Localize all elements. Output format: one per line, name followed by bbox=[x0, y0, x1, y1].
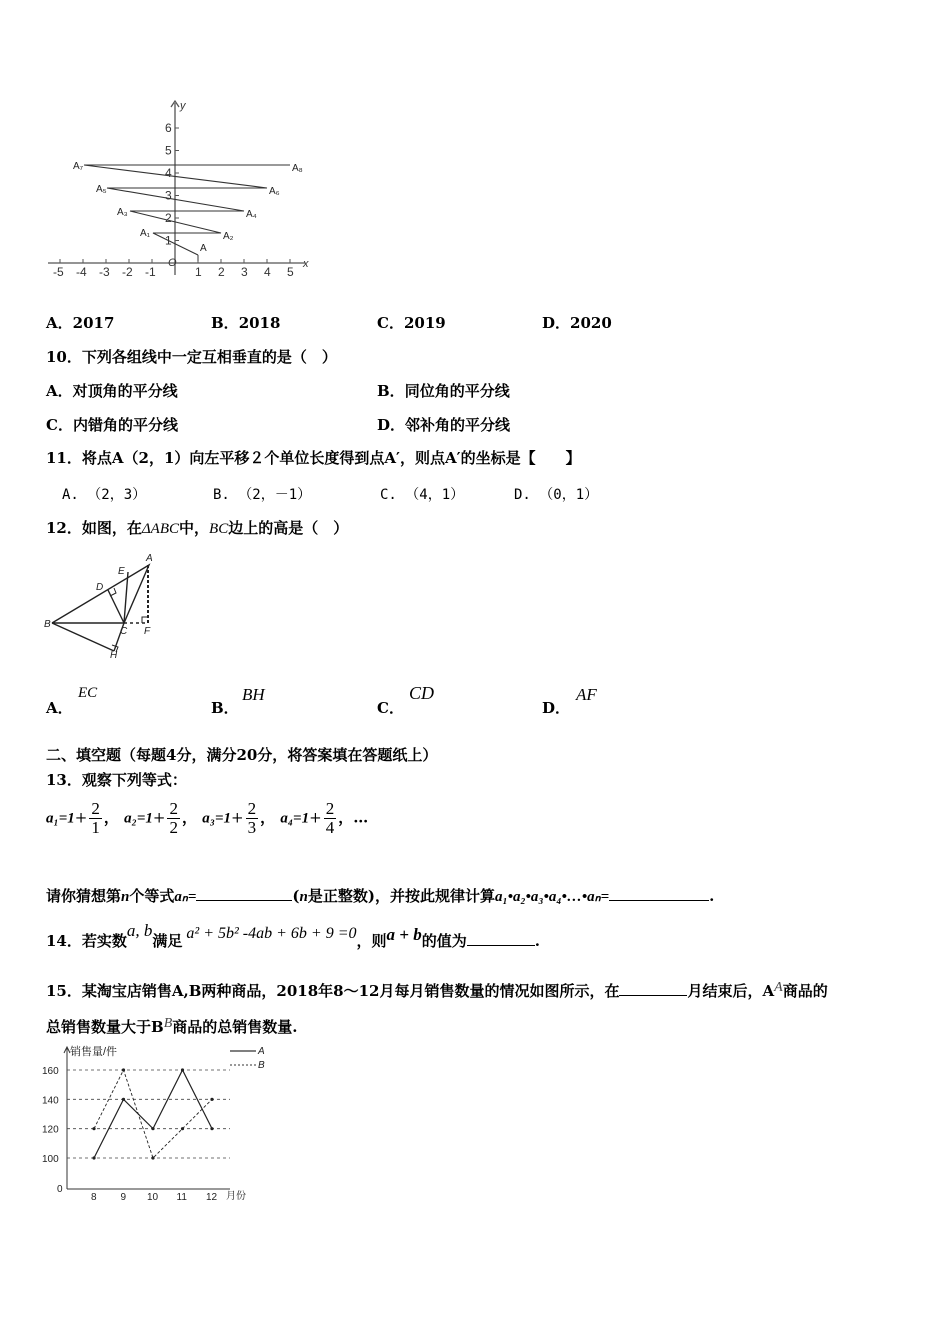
x-tick-label: -2 bbox=[122, 265, 133, 279]
section-2-heading: 二、填空题（每题4分，满分20分，将答案填在答题纸上） bbox=[46, 746, 438, 764]
x-tick-label: 9 bbox=[120, 1192, 127, 1203]
fig-label-B: B bbox=[44, 619, 51, 630]
x-tick-label: 3 bbox=[241, 265, 248, 279]
q12-option-b[interactable]: B． bbox=[211, 699, 239, 717]
fig-label-A: A bbox=[146, 553, 153, 564]
point-A-8 bbox=[92, 1156, 95, 1159]
q10-option-d[interactable]: D．邻补角的平分线 bbox=[377, 416, 511, 434]
x-tick-label: 1 bbox=[195, 265, 202, 279]
q15-line2: 总销售数量大于BB商品的总销售数量. bbox=[46, 1016, 298, 1036]
q12-triangle-figure bbox=[42, 550, 172, 665]
q11-option-a[interactable]: A. （2，3） bbox=[62, 487, 147, 503]
point-A-10 bbox=[151, 1127, 154, 1130]
point-A-label: A bbox=[200, 243, 207, 254]
chart-origin: 0 bbox=[57, 1184, 63, 1195]
y-tick-label: 120 bbox=[42, 1124, 59, 1136]
x-tick-label: -3 bbox=[99, 265, 110, 279]
q14-line: 14．若实数a, b满足 a² + 5b² -4ab + 6b + 9 =0，则a + b的值为 . bbox=[46, 921, 540, 950]
q13-blank-2[interactable] bbox=[609, 886, 709, 901]
q11-option-c[interactable]: C. （4，1） bbox=[380, 487, 465, 503]
point-A3-label: A₃ bbox=[117, 207, 128, 218]
q15-blank[interactable] bbox=[619, 981, 687, 996]
q13-stem: 13．观察下列等式： bbox=[46, 771, 187, 789]
q11-option-b[interactable]: B. （2，－1） bbox=[213, 487, 312, 503]
fig-label-H: H bbox=[110, 650, 118, 661]
q15-line1: 15．某淘宝店销售A,B两种商品，2018年8～12月每月销售数量的情况如图所示，在 月结束后，AA商品的 bbox=[46, 980, 828, 1000]
q12-option-d-value: AF bbox=[576, 685, 597, 704]
q13-line2: 请你猜想第n个等式aₙ= (n是正整数)，并按此规律计算a₁•a₂•a₃•a₄•…•aₙ= . bbox=[46, 887, 715, 905]
q12-option-b-value: BH bbox=[242, 685, 265, 704]
legend-B: B bbox=[258, 1060, 265, 1071]
y-tick-label: 100 bbox=[42, 1154, 59, 1165]
point-A-12 bbox=[210, 1127, 213, 1130]
q10-stem: 10．下列各组线中一定互相垂直的是（ ） bbox=[46, 348, 337, 366]
point-B-12 bbox=[210, 1098, 213, 1101]
x-tick-label: 2 bbox=[218, 265, 225, 279]
y-tick-label: 6 bbox=[165, 121, 172, 135]
x-tick-label: -5 bbox=[53, 265, 64, 279]
fig-label-C: C bbox=[120, 626, 128, 637]
point-A5-label: A₅ bbox=[96, 184, 107, 195]
y-tick-label: 4 bbox=[165, 166, 172, 180]
y-axis-label: y bbox=[180, 100, 186, 112]
chart-xlabel: 月份 bbox=[226, 1191, 246, 1202]
x-tick-label: 5 bbox=[287, 265, 294, 279]
q12-option-c[interactable]: C． bbox=[377, 699, 404, 717]
q12-option-d[interactable]: D． bbox=[542, 699, 571, 717]
q12-option-a[interactable]: A． bbox=[46, 699, 73, 717]
series-line-A bbox=[94, 1070, 212, 1158]
y-tick-label: 160 bbox=[42, 1066, 59, 1077]
q13-blank-1[interactable] bbox=[196, 886, 292, 901]
q11-stem: 11．将点A（2，1）向左平移２个单位长度得到点A′，则点A′的坐标是【 】 bbox=[46, 449, 581, 467]
q15-sales-chart bbox=[30, 1040, 280, 1210]
q9-option-c[interactable]: C．2019 bbox=[377, 314, 446, 332]
q9-option-b[interactable]: B．2018 bbox=[211, 314, 281, 332]
fig-label-D: D bbox=[96, 582, 104, 593]
x-tick-label: 10 bbox=[147, 1192, 159, 1203]
point-A-11 bbox=[181, 1068, 184, 1071]
q12-option-a-value: EC bbox=[78, 685, 98, 701]
chart-ylabel: 销售量/件 bbox=[70, 1046, 118, 1058]
point-A6-label: A₆ bbox=[269, 186, 280, 197]
point-A4-label: A₄ bbox=[246, 209, 257, 220]
point-B-8 bbox=[92, 1127, 95, 1130]
origin-label: O bbox=[168, 257, 177, 269]
x-tick-label: 11 bbox=[176, 1192, 187, 1203]
y-tick-label: 140 bbox=[42, 1095, 59, 1107]
x-tick-label: 12 bbox=[206, 1192, 218, 1203]
q11-option-d[interactable]: D. （0，1） bbox=[514, 487, 599, 503]
y-tick-label: 1 bbox=[165, 233, 172, 248]
point-B-10 bbox=[151, 1156, 154, 1159]
series-line-B bbox=[94, 1070, 212, 1158]
point-A8-label: A₈ bbox=[292, 163, 303, 174]
q9-option-a[interactable]: A．2017 bbox=[46, 314, 115, 332]
point-B-11 bbox=[181, 1127, 184, 1130]
point-A2-label: A₂ bbox=[223, 231, 234, 242]
y-tick-label: 5 bbox=[165, 143, 172, 158]
q13-sequence: a₁=1+ $\frac{2}{1}$ ， a₂=1+ $\frac{2}{2}$ ， a₃=1+ $\frac{2}{3}$ ， a₄=1+ $\frac{2}{4}$ ，… bbox=[46, 799, 369, 837]
fig-label-E: E bbox=[118, 566, 125, 577]
zigzag-path bbox=[84, 165, 290, 255]
q9-option-d[interactable]: D．2020 bbox=[542, 314, 612, 332]
q12-option-c-value: CD bbox=[409, 683, 435, 703]
q14-blank[interactable] bbox=[467, 931, 535, 946]
q10-option-a[interactable]: A．对顶角的平分线 bbox=[46, 382, 178, 400]
chart-legend bbox=[230, 1046, 265, 1071]
point-B-9 bbox=[122, 1068, 125, 1071]
legend-A: A bbox=[258, 1046, 265, 1057]
y-tick-label: 2 bbox=[165, 211, 172, 225]
q12-stem: 12．如图，在ΔABC中，BC边上的高是（ ） bbox=[46, 519, 349, 537]
x-tick-label: -4 bbox=[76, 265, 87, 279]
fig-label-F: F bbox=[144, 626, 151, 637]
point-A-9 bbox=[122, 1098, 125, 1101]
x-tick-label: -1 bbox=[145, 265, 156, 279]
point-A7-label: A₇ bbox=[73, 161, 84, 172]
x-tick-label: 4 bbox=[264, 265, 271, 279]
x-axis-label: x bbox=[303, 258, 309, 270]
y-tick-label: 3 bbox=[165, 188, 172, 203]
q10-option-c[interactable]: C．内错角的平分线 bbox=[46, 416, 178, 434]
point-A1-label: A₁ bbox=[140, 228, 151, 239]
x-tick-label: 8 bbox=[91, 1192, 97, 1203]
q9-coordinate-graph bbox=[40, 95, 320, 285]
q10-option-b[interactable]: B．同位角的平分线 bbox=[377, 382, 510, 400]
